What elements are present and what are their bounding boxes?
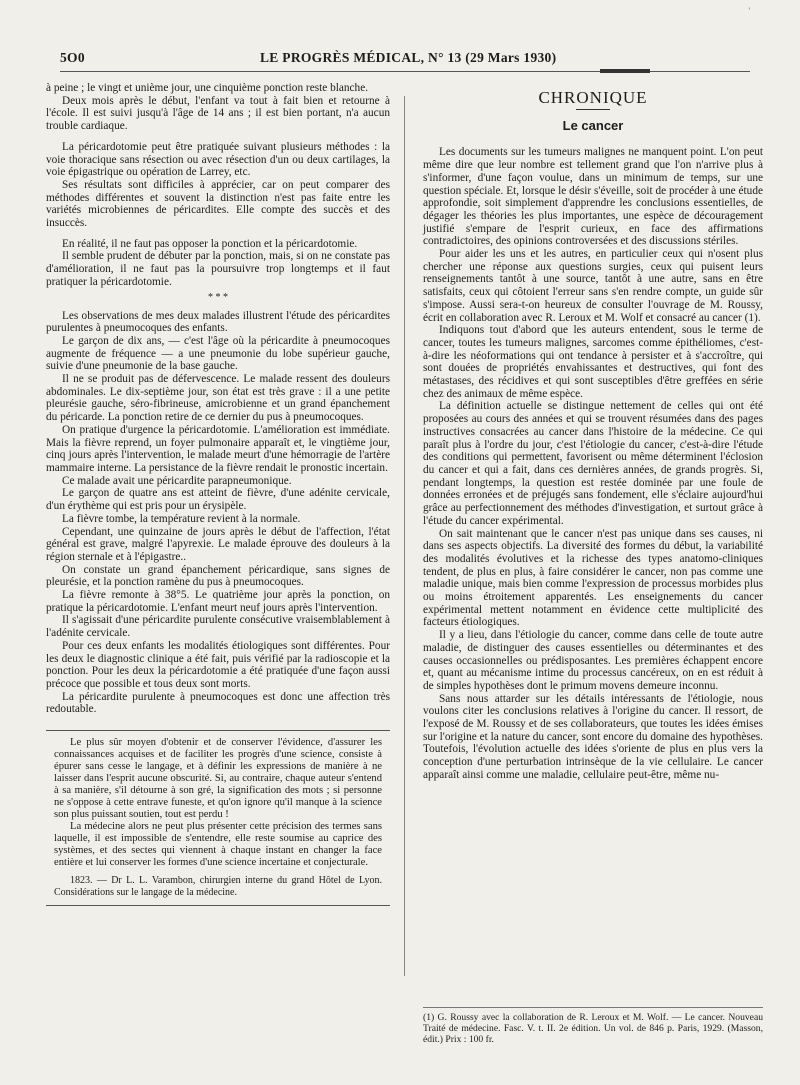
paragraph: La péricardotomie peut être pratiquée suivant plusieurs méthodes : la voie thoracique sans résection ou avec résection d'un ou deux cartilages, la voie épigastrique ou opération de Larrey, etc. — [46, 140, 390, 179]
paragraph: Ses résultats sont difficiles à apprécier, car on peut comparer des méthodes différentes et souvent la distinction n'est pas faite entre les variétés microbiennes de péricardites. Elle compte des succès et des insuccès. — [46, 178, 390, 230]
paragraph: La fièvre tombe, la température revient à la normale. — [62, 512, 301, 525]
paragraph: La définition actuelle se distingue nettement de celles qui ont été proposées au cours des années et qui se trouvent résumées dans des pages instructives consacrées au cancer dans l'histoire de la médecine. Ce qui paraît plus à l'ordre du jour, c'est l'étiologie du cancer, c'est-à-dire l'étude des conditions qui permettent, favorisent ou même déterminent l'éclosion du cancer et qui a fait, dans ces dernières années, de grands progrès. Si, pendant longtemps, la question est restée dominée par une foule de données erronées et de préjugés sans fondement, elle s'éclaire aujourd'hui grâce au perfectionnement des méthodes d'investigation, et surtout grâce à l'étude du cancer expérimental. — [423, 400, 763, 527]
paragraph: On pratique d'urgence la péricardotomie. L'amélioration est immédiate. Mais la fièvre reprend, un foyer pulmonaire apparaît et, le vingtième jour, cinq jours après l'intervention, le malade meurt d'une hémorragie de l'artère mammaire interne. La persistance de la fièvre rendait le pronostic incertain. — [46, 423, 390, 474]
footnote: (1) G. Roussy avec la collaboration de R. Leroux et M. Wolf. — Le cancer. Nouveau Traité de médecine. Fasc. V. t. II. 2e édition. Un vol. de 846 p. Paris, 1929. (Masson, édit.) Prix : 100 fr. — [423, 1007, 763, 1045]
running-title: LE PROGRÈS MÉDICAL, N° 13 (29 Mars 1930) — [260, 50, 557, 65]
paragraph: Deux mois après le début, l'enfant va tout à fait bien et retourne à l'école. Il est suivi jusqu'à l'âge de 14 ans ; il est bien portant, n'a aucun trouble cardiaque. — [46, 94, 390, 133]
paragraph: Indiquons tout d'abord que les auteurs entendent, sous le terme de cancer, toutes les tumeurs malignes, sarcomes comme épithéliomes, c'est-à-dire les néoformations qui ont tendance à persister et à s'accroître, qui sont douées de propriétés envahissantes et destructives, qui font des métastases, des récidives et qui sont susceptibles d'être greffées en série chez des animaux de même espèce. — [423, 324, 763, 400]
heading-rule — [576, 109, 610, 110]
paragraph: Les observations de mes deux malades illustrent l'étude des péricardites purulentes à pneumocoques des enfants. — [46, 309, 390, 335]
right-column — [423, 82, 763, 782]
paragraph: On constate un grand épanchement péricardique, sans signes de pleurésie, et la ponction ramène du pus à pneumocoques. — [46, 563, 390, 589]
paragraph: Pour ces deux enfants les modalités étiologiques sont différentes. Pour les deux le diagnostic clinique a été fait, puis vérifié par la radioscopie et la ponction. Pour les deux la péricardotomie a été pratiquée d'une façon aussi précoce que possible et tous deux sont morts. — [46, 639, 390, 690]
paragraph: Le garçon de dix ans, — c'est l'âge où la péricardite à pneumocoques augmente de fréquence — a une pneumonie du lobe supérieur gauche, suivie d'une pneumonie de la base gauche. — [46, 334, 390, 373]
paragraph: Il s'agissait d'une péricardite purulente consécutive vraisemblablement à l'adénite cervicale. — [46, 614, 390, 640]
paragraph: Il semble prudent de débuter par la ponction, mais, si on ne constate pas d'amélioration, il ne faut pas la poursuivre trop longtemps et il faut pratiquer la péricardotomie. — [46, 250, 390, 288]
paragraph: Le garçon de quatre ans est atteint de fièvre, d'une adénite cervicale, d'un érythème qui est pris pour un érysipèle. — [46, 487, 390, 513]
page-number: 5O0 — [60, 50, 85, 65]
scan-speck: ʼ — [748, 6, 751, 15]
paragraph: On sait maintenant que le cancer n'est pas unique dans ses causes, ni dans ses aspects objectifs. La diversité des formes du début, la variabilité des modalités évolutives et la richesse des types anatomo-cliniques tendent, de plus en plus, à faire considérer le cancer, non pas comme une maladie unique, mais bien comme l'expression de processus morbides plus ou moins étroitement apparentés. Les enseignements du cancer expérimental mettent notamment en évidence cette multiplicité des facteurs étiologiques. — [423, 527, 763, 629]
paragraph: La péricardite purulente à pneumocoques est donc une affection très redoutable. — [46, 690, 390, 716]
section-heading: CHRONIQUE — [538, 88, 648, 107]
paragraph: En réalité, il ne faut pas opposer la ponction et la péricardotomie. — [62, 237, 358, 250]
article-title: Le cancer — [562, 117, 624, 133]
paragraph: Cependant, une quinzaine de jours après le début de l'affection, l'état général est grave, malgré l'apyrexie. Le malade éprouve des douleurs à la région sternale et à l'épigastre.. — [46, 525, 390, 563]
quotation-box — [46, 730, 390, 906]
paragraph: Il ne se produit pas de défervescence. Le malade ressent des douleurs abdominales. Le dix-septième jour, son état est très grave : il a une petite pleurésie gauche, séro-fibrineuse, amicrobienne et un grand épanchement du péricarde. La ponction retire de ce dernier du pus à pneumocoques. — [46, 373, 390, 424]
page-header — [60, 48, 750, 68]
quote-paragraph: La médecine alors ne peut plus présenter cette précision des termes sans laquelle, il est impossible de s'entendre, elle reste soumise au caprice des systèmes, et des sectes qui viennent à chaque instant en changer la face entière et lui conserver les formes d'une science incertaine et conjecturale. — [54, 821, 382, 869]
header-rule-accent — [600, 69, 650, 73]
left-column — [46, 82, 390, 906]
paragraph: Les documents sur les tumeurs malignes ne manquent point. L'on peut même dire que leur nombre est tellement grand que l'on n'arrive plus à s'informer, d'une façon voulue, dans un minimum de temps, sur une question spéciale. Et, lorsque le désir s'éveille, soit de procéder à une étude approfondie, soit simplement d'apprendre les conclusions essentielles, de dégager les théories les plus importantes, une espèce de découragement justifié s'empare de l'esprit curieux, en face des affirmations contradictoires, des opinions controversées et des discussions stériles. — [423, 146, 763, 248]
paragraph: Pour aider les uns et les autres, en particulier ceux qui n'osent plus chercher une réponse aux questions surgies, ceux qui puisent leurs renseignements tantôt à une source, tantôt à une autre, sans en être satisfaits, ceux qui côtoient l'erreur sans s'en rendre compte, un guide sûr s'impose. Aussi sera-t-on heureux de consulter l'ouvrage de M. Roussy, écrit en collaboration avec R. Leroux et M. Wolf et consacré au cancer (1). — [423, 248, 763, 324]
paragraph: Sans nous attarder sur les détails intéressants de l'étiologie, nous voulons citer les conclusions relatives à l'origine du cancer. Il ressort, de l'exposé de M. Roussy et de ses collaborateurs, que toutes les idées émises sur l'origine et la nature du cancer, sont encore du domaine des hypothèses. Toutefois, l'évolution actuelle des idées s'oriente de plus en plus vers la conception d'une perturbation intrinsèque de la vie cellulaire. Le cancer apparaît ainsi comme une maladie, cellulaire peut-être, même nu- — [423, 692, 763, 781]
quote-source: 1823. — Dr L. L. Varambon, chirurgien interne du grand Hôtel de Lyon. Considérations sur le langage de la médecine. — [54, 875, 382, 899]
paragraph: Il y a lieu, dans l'étiologie du cancer, comme dans celle de toute autre maladie, de distinguer des causes essentielles ou déterminantes et des causes occasionnelles ou prédisposantes. Les premières échappent encore et, quant au mécanisme intime du processus cancéreux, on en est réduit à de simples hypothèses dont le primum movens demeure inconnu. — [423, 629, 763, 692]
quote-paragraph: Le plus sûr moyen d'obtenir et de conserver l'évidence, d'assurer les connaissances acquises et de faciliter les progrès d'une science, consiste à épurer sans cesse le langage, et à définir les expressions de manière à ne laisser dans l'esprit aucune obscurité. Si, au contraire, chaque auteur s'entend à sa manière, s'il détourne à son gré, la signification des mots ; si personne ne s'oppose à cette entrave funeste, et qu'on ignore qu'il manque à la science son plus puissant soutien, tout est perdu ! — [54, 737, 382, 821]
paragraph: à peine ; le vingt et unième jour, une cinquième ponction reste blanche. — [46, 82, 369, 94]
paragraph: La fièvre remonte à 38°5. Le quatrième jour après la ponction, on pratique la péricardotomie. L'enfant meurt neuf jours après l'intervention. — [46, 589, 390, 614]
section-separator-stars: * * * — [208, 291, 228, 303]
column-divider — [404, 96, 405, 976]
paragraph: Ce malade avait une péricardite parapneumonique. — [62, 474, 292, 487]
